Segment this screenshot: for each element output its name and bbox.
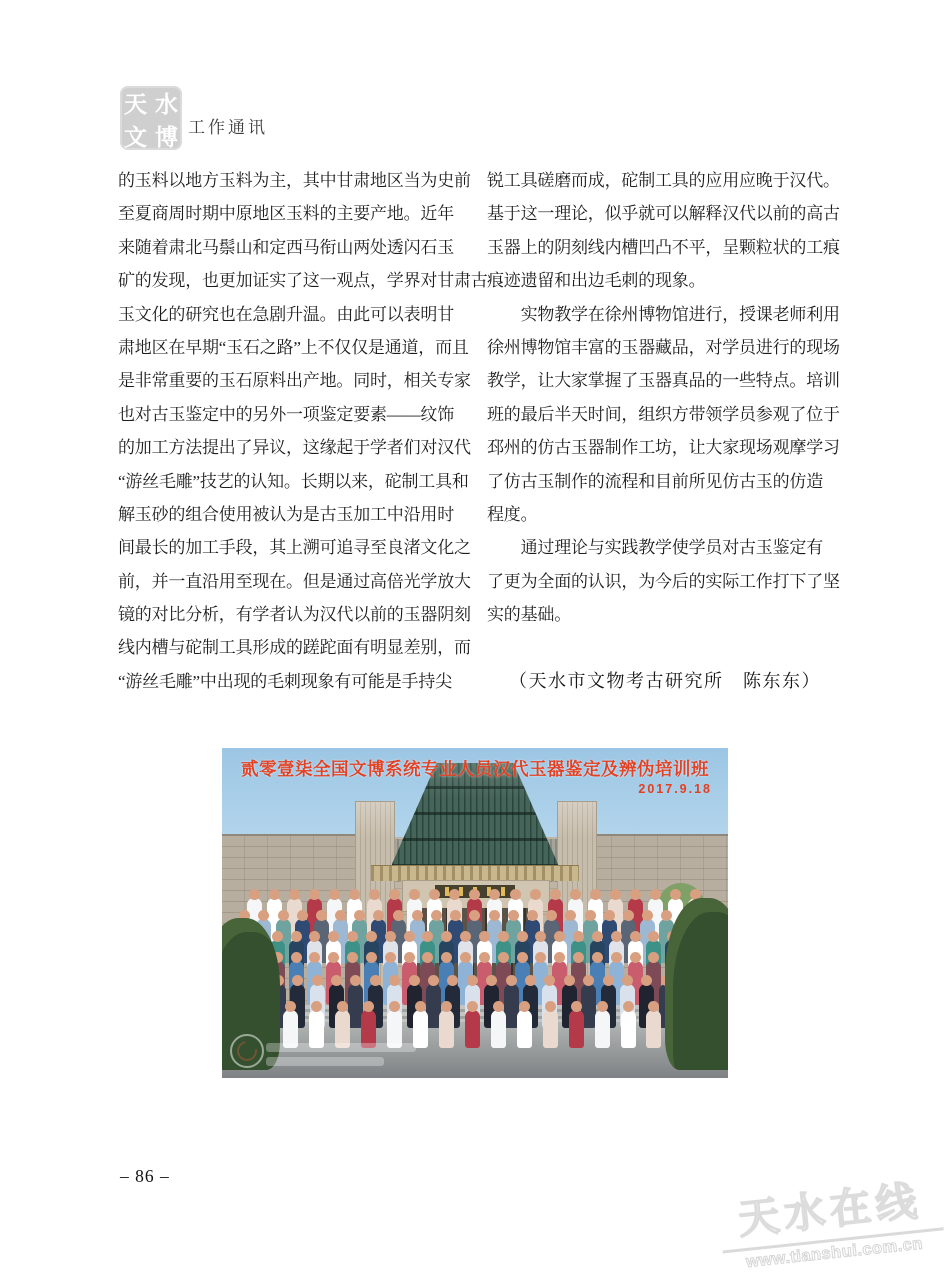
right-column-lines [487, 164, 847, 631]
section-label: 工作通讯 [188, 118, 268, 137]
group-photo [222, 748, 728, 1078]
seal-character: 博 [155, 125, 178, 150]
text-line: 基于这一理论，似乎就可以解释汉代以前的高古 [487, 204, 840, 224]
text-line: “游丝毛雕”技艺的认知。长期以来，砣制工具和 [118, 471, 469, 491]
page-number: – 86 – [120, 1166, 170, 1186]
text-line: 玉文化的研究也在急剧升温。由此可以表明甘 [118, 304, 454, 324]
person-figure [439, 1010, 454, 1048]
text-line: 实的基础。 [487, 605, 571, 625]
text-line: 徐州博物馆丰富的玉器藏品，对学员进行的现场 [487, 337, 840, 357]
photo-banner-date: 2017.9.18 [638, 782, 712, 796]
photo-bush-right [665, 898, 728, 1070]
text-line: 肃地区在早期“玉石之路”上不仅仅是通道，而且 [118, 337, 469, 357]
text-line: 是非常重要的玉石原料出产地。同时，相关专家 [118, 371, 471, 391]
person-figure [465, 1010, 480, 1048]
text-line: 邳州的仿古玉器制作工坊，让大家现场观摩学习 [487, 438, 840, 458]
text-line: 也对古玉鉴定中的另外一项鉴定要素——纹饰 [118, 404, 454, 424]
text-line: 通过理论与实践教学使学员对古玉鉴定有 [487, 538, 823, 558]
tianshui-wenbo-seal-logo [120, 86, 182, 150]
person-figure [491, 1010, 506, 1048]
person-figure [646, 1010, 661, 1048]
text-line: 来随着肃北马鬃山和定西马衔山两处透闪石玉 [118, 237, 454, 257]
person-figure [595, 1010, 610, 1048]
seal-character: 文 [124, 125, 147, 150]
text-line: 间最长的加工手段，其上溯可追寻至良渚文化之 [118, 538, 471, 558]
text-line: 镜的对比分析，有学者认为汉代以前的玉器阴刻 [118, 605, 471, 625]
person-figure [569, 1010, 584, 1048]
photo-banner-title: 贰零壹柒全国文博系统专业人员汉代玉器鉴定及辨伪培训班 [241, 759, 709, 779]
text-line: 程度。 [487, 504, 538, 524]
site-watermark-name: 天水在线 [736, 1177, 924, 1243]
text-line: 的玉料以地方玉料为主，其中甘肃地区当为史前 [118, 171, 471, 190]
text-line: 痕迹遗留和出边毛刺的现象。 [487, 271, 706, 291]
seal-character: 天 [124, 92, 147, 117]
text-line: “游丝毛雕”中出现的毛刺现象有可能是手持尖 [118, 671, 452, 691]
text-line: 至夏商周时期中原地区玉料的主要产地。近年 [118, 204, 454, 224]
text-line: 了仿古玉制作的流程和目前所见仿古玉的仿造 [487, 471, 823, 491]
seal-character: 水 [155, 92, 178, 117]
person-figure [621, 1010, 636, 1048]
article-column-right [487, 164, 847, 698]
photo-watermark-text-bar [266, 1057, 384, 1066]
text-line: 矿的发现，也更加证实了这一观点，学界对甘肃古 [118, 271, 488, 291]
text-line: 实物教学在徐州博物馆进行，授课老师利用 [487, 304, 840, 324]
photo-watermark-logo [230, 1034, 264, 1068]
text-line: 锐工具磋磨而成，砣制工具的应用应晚于汉代。 [487, 171, 840, 190]
person-figure [517, 1010, 532, 1048]
text-line: 教学，让大家掌握了玉器真品的一些特点。培训 [487, 371, 840, 391]
photo-people [222, 748, 728, 1078]
byline: （天水市文物考古研究所 陈东东） [509, 670, 821, 691]
site-watermark [712, 1165, 950, 1275]
text-line: 解玉砂的组合使用被认为是古玉加工中沿用时 [118, 504, 454, 524]
site-watermark-url: www.tianshui.com.cn [745, 1234, 924, 1272]
person-figure [413, 1010, 428, 1048]
article-column-left [118, 164, 488, 698]
text-line: 玉器上的阴刻线内槽凹凸不平，呈颗粒状的工痕 [487, 237, 840, 257]
text-line: 了更为全面的认识，为今后的实际工作打下了坚 [487, 571, 840, 591]
text-line: 的加工方法提出了异议，这缘起于学者们对汉代 [118, 438, 471, 458]
text-line: 班的最后半天时间，组织方带领学员参观了位于 [487, 404, 840, 424]
text-line: 前，并一直沿用至现在。但是通过高倍光学放大 [118, 571, 471, 591]
text-line: 线内槽与砣制工具形成的蹉跎面有明显差别，而 [118, 638, 471, 658]
person-figure [543, 1010, 558, 1048]
photo-watermark-text-bar [266, 1043, 416, 1052]
